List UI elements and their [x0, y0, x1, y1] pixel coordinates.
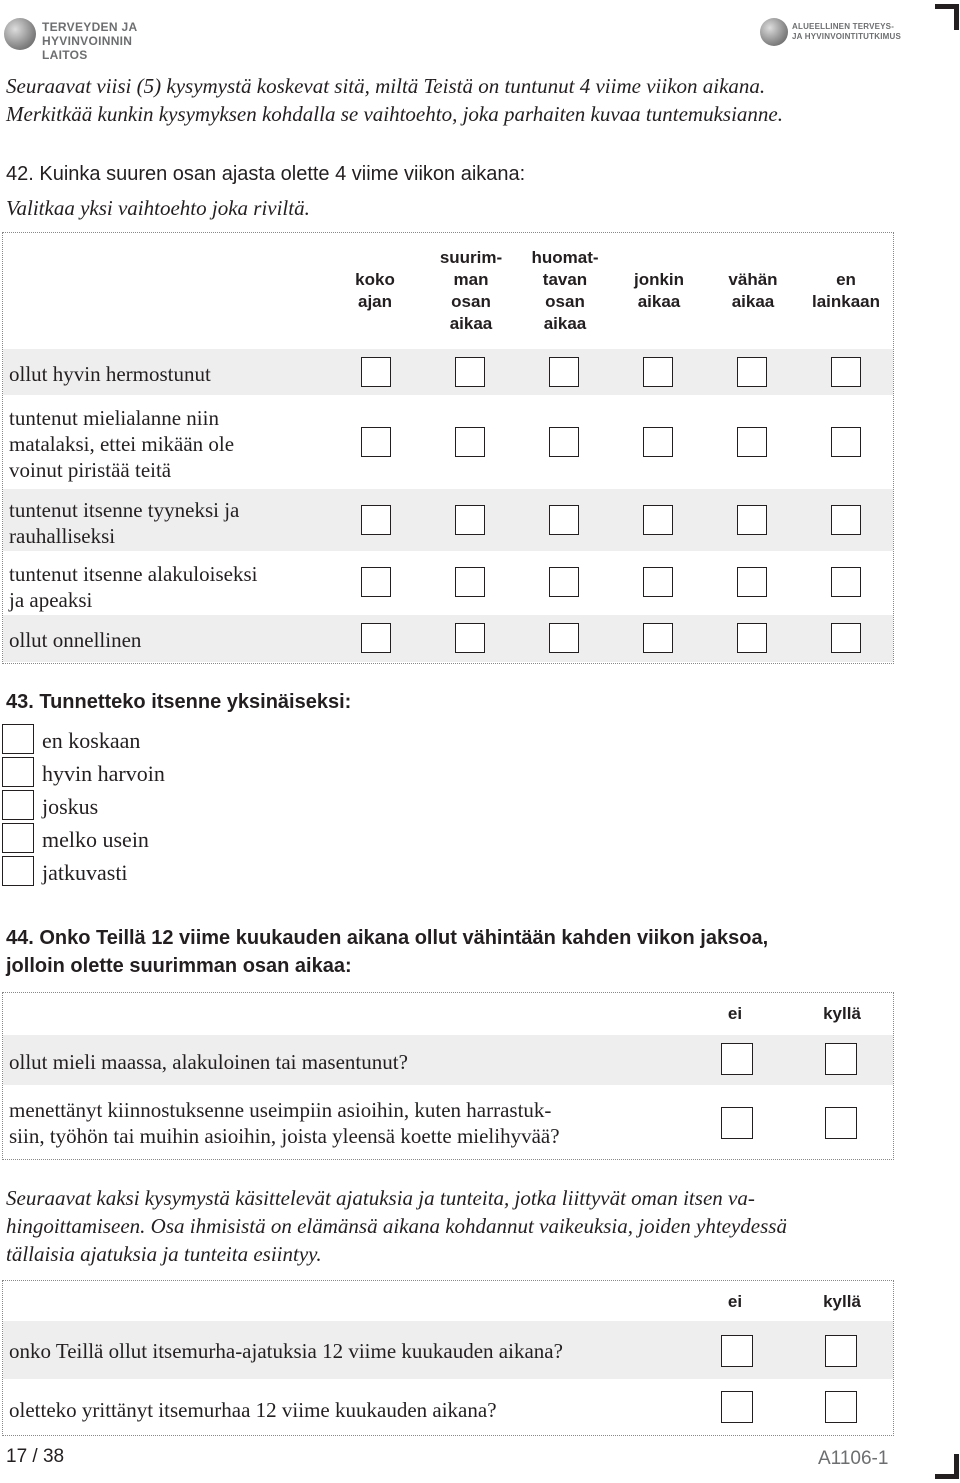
q44-r2-ei-checkbox[interactable] [721, 1107, 753, 1139]
thl-logo [4, 18, 164, 62]
q42-row4-line1: tuntenut itsenne alakuloiseksi [9, 562, 258, 586]
q43-option-1-label: en koskaan [42, 728, 141, 753]
q42-r4-suurimman-checkbox[interactable] [455, 567, 485, 597]
form-code: A1106-1 [818, 1448, 889, 1469]
q44-r1-kylla-checkbox[interactable] [825, 1043, 857, 1075]
intro-paragraph-2 [6, 1184, 926, 1268]
thl-logo-icon [4, 18, 36, 50]
q43-option-4-label: melko usein [42, 827, 149, 852]
q42-col-header-en-lainkaan [801, 269, 891, 313]
q42-r1-suurimman-checkbox[interactable] [455, 357, 485, 387]
q44-col-header-ei: ei [727, 1004, 743, 1023]
q42-table [2, 232, 894, 664]
q42-r2-jonkin-checkbox[interactable] [643, 427, 673, 457]
q42-r4-jonkin-checkbox[interactable] [643, 567, 673, 597]
self-harm-r2-kylla-checkbox[interactable] [825, 1391, 857, 1423]
q43-option-5-label: jatkuvasti [42, 860, 128, 885]
thl-logo-text-line1: TERVEYDEN JA [42, 20, 138, 34]
q44-r1-ei-checkbox[interactable] [721, 1043, 753, 1075]
q42-r4-huomattavan-checkbox[interactable] [549, 567, 579, 597]
q44-row-label-2 [9, 1097, 560, 1149]
self-harm-col-header-ei: ei [727, 1292, 743, 1311]
q42-col5-line1: vähän [728, 270, 778, 289]
q42-row-label-1 [9, 361, 211, 387]
q42-r2-huomattavan-checkbox[interactable] [549, 427, 579, 457]
intro-2-line-1: Seuraavat kaksi kysymystä käsittelevät ajatuksia ja tunteita, jotka liittyvät oman itsen va- [6, 1186, 755, 1210]
q42-row-label-2 [9, 405, 234, 483]
q43-option-2-label: hyvin harvoin [42, 761, 165, 786]
q42-r1-koko-ajan-checkbox[interactable] [361, 357, 391, 387]
q44-table [2, 992, 894, 1160]
q42-col-header-koko-ajan [345, 269, 405, 313]
q42-row-label-3 [9, 497, 239, 549]
q42-r2-koko-ajan-checkbox[interactable] [361, 427, 391, 457]
q44-row-label-1 [9, 1049, 408, 1075]
q42-row3-line1: tuntenut itsenne tyyneksi ja [9, 498, 240, 522]
ath-logo-icon [760, 18, 788, 46]
q42-row-label-5 [9, 627, 141, 653]
q42-col-header-vahan-aikaa [713, 269, 793, 313]
q42-col2-line4: aikaa [449, 314, 493, 333]
q43-options [2, 724, 302, 894]
crop-mark-top-right-vertical [954, 4, 959, 30]
q42-col-header-huomattavan [523, 247, 607, 335]
q42-row3-line2: rauhalliseksi [9, 524, 116, 548]
intro-paragraph-1 [6, 72, 926, 128]
intro-1-line-1: Seuraavat viisi (5) kysymystä koskevat sitä, miltä Teistä on tuntunut 4 viime viikon aikana. [6, 74, 766, 98]
page-number: 17 / 38 [6, 1446, 65, 1467]
q42-col3-line2: tavan [542, 270, 588, 289]
q42-r1-vahan-checkbox[interactable] [737, 357, 767, 387]
q43-option-1-checkbox[interactable] [2, 724, 34, 754]
q42-row2-line1: tuntenut mielialanne niin [9, 406, 219, 430]
q42-r3-jonkin-checkbox[interactable] [643, 505, 673, 535]
q44-row1-line1: ollut mieli maassa, alakuloinen tai masentunut? [9, 1050, 408, 1074]
q42-row-label-4 [9, 561, 257, 613]
ath-logo [760, 18, 900, 48]
q42-col3-line1: huomat- [531, 248, 599, 267]
q42-col-header-suurimman [431, 247, 511, 335]
self-harm-table [2, 1280, 894, 1436]
q44-row2-line2: siin, työhön tai muihin asioihin, joista yleensä koette mielihyvää? [9, 1124, 560, 1148]
thl-logo-text-line2: HYVINVOINNIN LAITOS [42, 34, 133, 62]
q42-col2-line1: suurim- [439, 248, 503, 267]
q42-col6-line2: lainkaan [811, 292, 881, 311]
q42-r3-koko-ajan-checkbox[interactable] [361, 505, 391, 535]
q42-r4-en-lainkaan-checkbox[interactable] [831, 567, 861, 597]
q42-row5-line1: ollut onnellinen [9, 628, 142, 652]
intro-2-line-3: tällaisia ajatuksia ja tunteita esiintyy. [6, 1242, 322, 1266]
q42-col2-line2: man [453, 270, 489, 289]
q44-title-line2: jolloin olette suurimman osan aikaa: [6, 955, 352, 977]
q42-col1-line2: ajan [357, 292, 393, 311]
q42-r5-koko-ajan-checkbox[interactable] [361, 623, 391, 653]
q44-title-line1: 44. Onko Teillä 12 viime kuukauden aikana ollut vähintään kahden viikon jaksoa, [6, 927, 769, 949]
self-harm-r1-ei-checkbox[interactable] [721, 1335, 753, 1367]
q42-r5-suurimman-checkbox[interactable] [455, 623, 485, 653]
crop-mark-bottom-right-vertical [954, 1454, 959, 1479]
self-harm-r2-ei-checkbox[interactable] [721, 1391, 753, 1423]
q42-r5-en-lainkaan-checkbox[interactable] [831, 623, 861, 653]
self-harm-r1-kylla-checkbox[interactable] [825, 1335, 857, 1367]
q42-col-header-jonkin-aikaa [619, 269, 699, 313]
self-harm-col-header-kylla: kyllä [823, 1292, 861, 1311]
q42-r3-suurimman-checkbox[interactable] [455, 505, 485, 535]
q43-option-2-checkbox[interactable] [2, 757, 34, 787]
q44-row2-line1: menettänyt kiinnostuksenne useimpiin asioihin, kuten harrastuk- [9, 1098, 552, 1122]
q43-option-3-label: joskus [42, 794, 99, 819]
q42-col5-line2: aikaa [731, 292, 775, 311]
q42-row4-line2: ja apeaksi [9, 588, 93, 612]
q42-col1-line1: koko [355, 270, 395, 289]
q42-r1-huomattavan-checkbox[interactable] [549, 357, 579, 387]
q43-option-5-checkbox[interactable] [2, 856, 34, 886]
q42-row2-line3: voinut piristää teitä [9, 458, 172, 482]
q42-col3-line4: aikaa [543, 314, 587, 333]
q43-option-4-checkbox[interactable] [2, 823, 34, 853]
q42-row2-line2: matalaksi, ettei mikään ole [9, 432, 235, 456]
intro-2-line-2: hingoittamiseen. Osa ihmisistä on elämänsä aikana kohdannut vaikeuksia, joiden yhteydessä [6, 1214, 787, 1238]
ath-logo-text-line2: JA HYVINVOINTITUTKIMUS [792, 32, 901, 41]
q42-col4-line2: aikaa [637, 292, 681, 311]
self-harm-row-label-2: oletteko yrittänyt itsemurhaa 12 viime kuukauden aikana? [9, 1398, 497, 1422]
q43-title: 43. Tunnetteko itsenne yksinäiseksi: [6, 691, 352, 713]
q44-r2-kylla-checkbox[interactable] [825, 1107, 857, 1139]
q42-instruction: Valitkaa yksi vaihtoehto joka riviltä. [6, 196, 310, 220]
self-harm-row-label-1: onko Teillä ollut itsemurha-ajatuksia 12 viime kuukauden aikana? [9, 1339, 563, 1363]
q42-r2-suurimman-checkbox[interactable] [455, 427, 485, 457]
q42-col3-line3: osan [545, 292, 585, 311]
q42-r3-vahan-checkbox[interactable] [737, 505, 767, 535]
q42-title: 42. Kuinka suuren osan ajasta olette 4 viime viikon aikana: [6, 163, 526, 185]
q42-r1-jonkin-checkbox[interactable] [643, 357, 673, 387]
q43-option-3-checkbox[interactable] [2, 790, 34, 820]
q42-col6-line1: en [836, 270, 856, 289]
ath-logo-text-line1: ALUEELLINEN TERVEYS- [792, 22, 895, 31]
q42-r2-en-lainkaan-checkbox[interactable] [831, 427, 861, 457]
q42-r1-en-lainkaan-checkbox[interactable] [831, 357, 861, 387]
q42-r2-vahan-checkbox[interactable] [737, 427, 767, 457]
q42-r5-jonkin-checkbox[interactable] [643, 623, 673, 653]
q42-r5-huomattavan-checkbox[interactable] [549, 623, 579, 653]
q42-col2-line3: osan [451, 292, 491, 311]
q44-title [6, 924, 768, 980]
q42-r3-en-lainkaan-checkbox[interactable] [831, 505, 861, 535]
q42-r5-vahan-checkbox[interactable] [737, 623, 767, 653]
q42-col4-line1: jonkin [633, 270, 685, 289]
q44-col-header-kylla: kyllä [823, 1004, 861, 1023]
q42-r4-vahan-checkbox[interactable] [737, 567, 767, 597]
intro-1-line-2: Merkitkää kunkin kysymyksen kohdalla se vaihtoehto, joka parhaiten kuvaa tuntemuksianne. [6, 102, 783, 126]
q42-r3-huomattavan-checkbox[interactable] [549, 505, 579, 535]
q42-row1-line1: ollut hyvin hermostunut [9, 362, 211, 386]
q42-r4-koko-ajan-checkbox[interactable] [361, 567, 391, 597]
